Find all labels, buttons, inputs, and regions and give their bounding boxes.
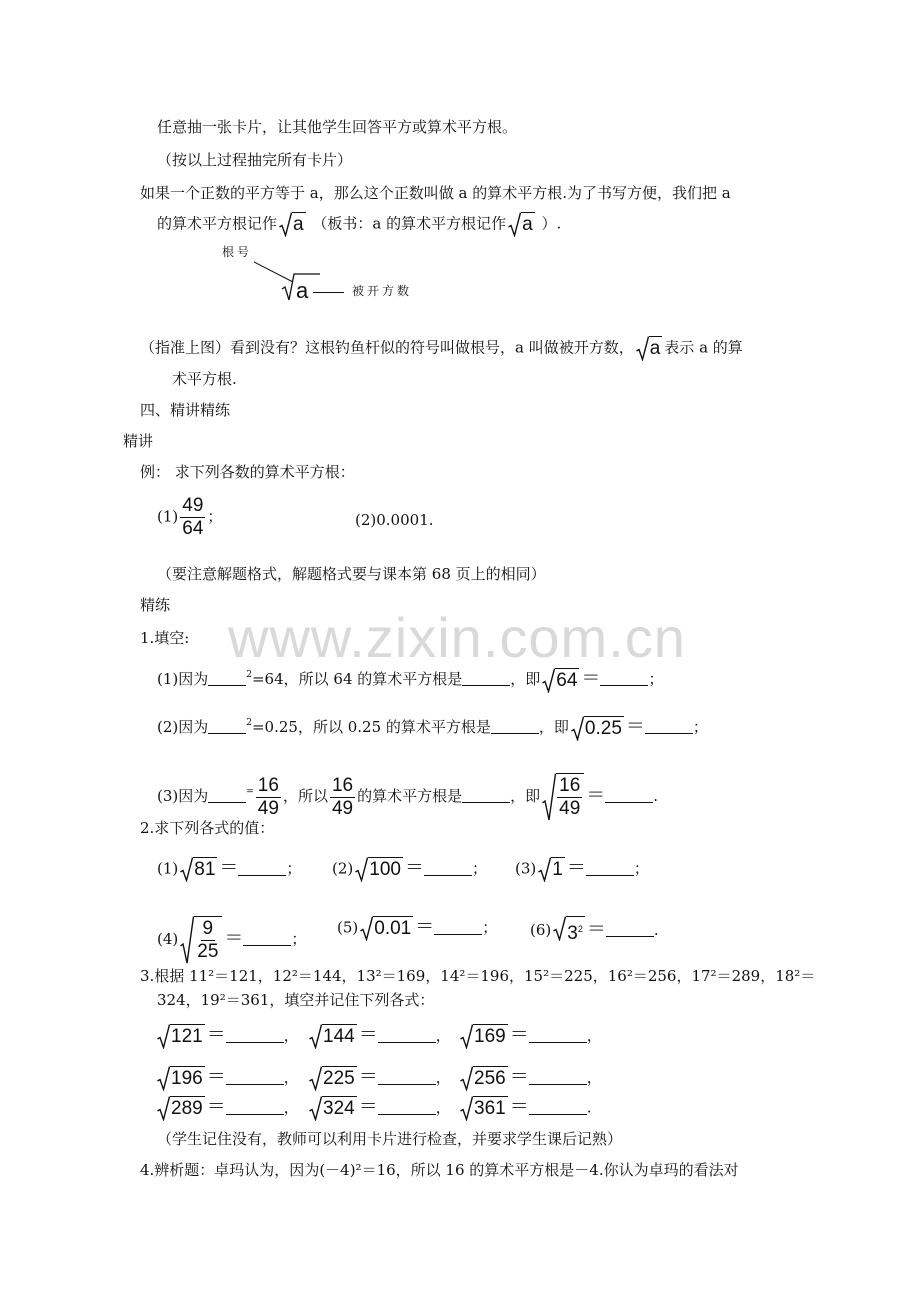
blank[interactable]	[462, 671, 510, 686]
blank[interactable]	[434, 920, 482, 935]
section-heading: 四、精讲精练	[140, 401, 231, 419]
blank[interactable]	[378, 1070, 436, 1085]
q3-item: 196 ＝ ，	[155, 1066, 299, 1091]
q2-item-1: (1) 81 ＝ ；	[157, 857, 302, 880]
para-5: （指准上图）看到没有？这根钓鱼杆似的符号叫做根号，a 叫做被开方数， a 表示 a 的算	[140, 338, 743, 359]
fraction-16-49: $\frac{16}{49}$	[257, 774, 279, 819]
note-format: （要注意解题格式，解题格式要与课本第 68 页上的相同）	[157, 565, 546, 583]
q3-item: 361 ＝ .	[458, 1096, 592, 1121]
blank[interactable]	[586, 861, 634, 876]
radicand-pointer	[313, 292, 344, 293]
radicand-symbol: a	[296, 278, 309, 303]
q2-item-2: (2) 100 ＝ ；	[332, 857, 487, 880]
blank[interactable]	[226, 1028, 284, 1043]
root-label: 根号	[222, 245, 253, 259]
blank[interactable]	[600, 671, 648, 686]
para-4-text-c: ）.	[541, 214, 562, 233]
sqrt-fraction-16-49: $\frac{16}{49}$	[542, 773, 584, 821]
sqrt-a-symbol-3: a	[636, 336, 663, 361]
sqrt-fraction-9-25: $\frac{9}{25}$	[180, 916, 222, 964]
jinglian-label: 精练	[140, 596, 171, 614]
question-1: 1.填空:	[140, 629, 190, 647]
radicand-label: 被开方数	[352, 284, 413, 298]
q3-item: 121 ＝ ，	[155, 1024, 299, 1049]
blank[interactable]	[462, 788, 510, 803]
blank[interactable]	[208, 671, 246, 686]
para-2: （按以上过程抽完所有卡片）	[157, 151, 353, 169]
q3-item: 324 ＝ ，	[307, 1096, 451, 1121]
q3-item: 169 ＝ ，	[458, 1024, 602, 1049]
blank[interactable]	[208, 719, 246, 734]
blank[interactable]	[226, 1070, 284, 1085]
jingjiang-label: 精讲	[123, 432, 154, 450]
q3-item: 144 ＝ ，	[307, 1024, 451, 1049]
question-4: 4.辨析题：卓玛认为，因为(－4)²＝16，所以 16 的算术平方根是－4.你认为卓玛的看法对	[140, 1161, 739, 1179]
q1-item-3: (3)因为 = $\frac{16}{49}$ ，所以 $\frac{16}{49}$ 的算术平方根是 ，即 $\frac{16}{49}$ ＝ .	[157, 774, 659, 819]
note-memorize: （学生记住没有，教师可以利用卡片进行检查，并要求学生课后记熟）	[157, 1130, 623, 1148]
blank[interactable]	[529, 1028, 587, 1043]
question-3-line-1: 3.根据 11²＝121，12²＝144，13²＝169，14²＝196，15²＝225，16²＝256，17²＝289，18²＝	[140, 967, 816, 985]
blank[interactable]	[529, 1100, 587, 1115]
sqrt-0-25: 0.25	[571, 716, 624, 741]
blank[interactable]	[606, 922, 654, 937]
sqrt-a-symbol-2: a	[508, 212, 535, 237]
sqrt-64: 64	[542, 668, 579, 693]
blank[interactable]	[208, 788, 246, 803]
sqrt-0-01: 0.01	[360, 916, 413, 941]
blank[interactable]	[605, 788, 653, 803]
blank[interactable]	[645, 719, 693, 734]
sqrt-a-symbol: a	[279, 212, 306, 237]
blank[interactable]	[238, 861, 286, 876]
blank[interactable]	[378, 1100, 436, 1115]
watermark: www.zixin.com.cn	[228, 606, 686, 669]
blank[interactable]	[378, 1028, 436, 1043]
q3-item: 289 ＝ ，	[155, 1096, 299, 1121]
sqrt-81: 81	[180, 857, 217, 882]
q1-item-1: (1)因为 $^2$=64，所以 64 的算术平方根是 ，即 64 ＝ ；	[157, 668, 664, 691]
blank[interactable]	[243, 931, 291, 946]
blank[interactable]	[491, 719, 539, 734]
example-2: (2)0.0001.	[355, 511, 434, 529]
para-1: 任意抽一张卡片，让其他学生回答平方或算术平方根。	[157, 118, 518, 136]
fraction-16-49: $\frac{16}{49}$	[331, 774, 354, 819]
para-6: 术平方根.	[172, 370, 237, 388]
example-intro: 例： 求下列各数的算术平方根：	[140, 463, 355, 481]
q1-item-2: (2)因为 $^2$=0.25，所以 0.25 的算术平方根是 ，即 0.25 ＝ ；	[157, 716, 708, 739]
q2-item-5: (5) 0.01 ＝ ；	[337, 916, 498, 939]
q3-item: 225 ＝ ，	[307, 1066, 451, 1091]
q2-item-6: (6) $3^2$ ＝ .	[530, 916, 659, 946]
blank[interactable]	[529, 1070, 587, 1085]
q2-item-3: (3) 1 ＝ ；	[515, 857, 649, 880]
question-2: 2.求下列各式的值：	[140, 819, 275, 837]
fraction-49-64: $\frac{49}{64}$	[182, 495, 204, 539]
q2-item-4: (4) $\frac{9}{25}$ ＝ ；	[157, 918, 307, 962]
para-4	[157, 212, 561, 237]
sqrt-100: 100	[355, 857, 403, 882]
blank[interactable]	[424, 861, 472, 876]
para-3: 如果一个正数的平方等于 a，那么这个正数叫做 a 的算术平方根.为了书写方便，我们把 a	[140, 184, 731, 202]
para-4-text-b: （板书：a 的算术平方根记作	[312, 214, 507, 233]
sqrt-1: 1	[538, 857, 565, 882]
question-3-line-2: 324，19²＝361，填空并记住下列各式：	[157, 991, 435, 1009]
blank[interactable]	[226, 1100, 284, 1115]
sqrt-3-squared: $3^2$	[553, 916, 585, 946]
para-4-text-a: 的算术平方根记作	[157, 214, 278, 233]
q3-item: 256 ＝ ，	[458, 1066, 602, 1091]
example-1: (1) $\frac{49}{64}$ ；	[157, 495, 223, 539]
radical-diagram	[250, 255, 320, 305]
